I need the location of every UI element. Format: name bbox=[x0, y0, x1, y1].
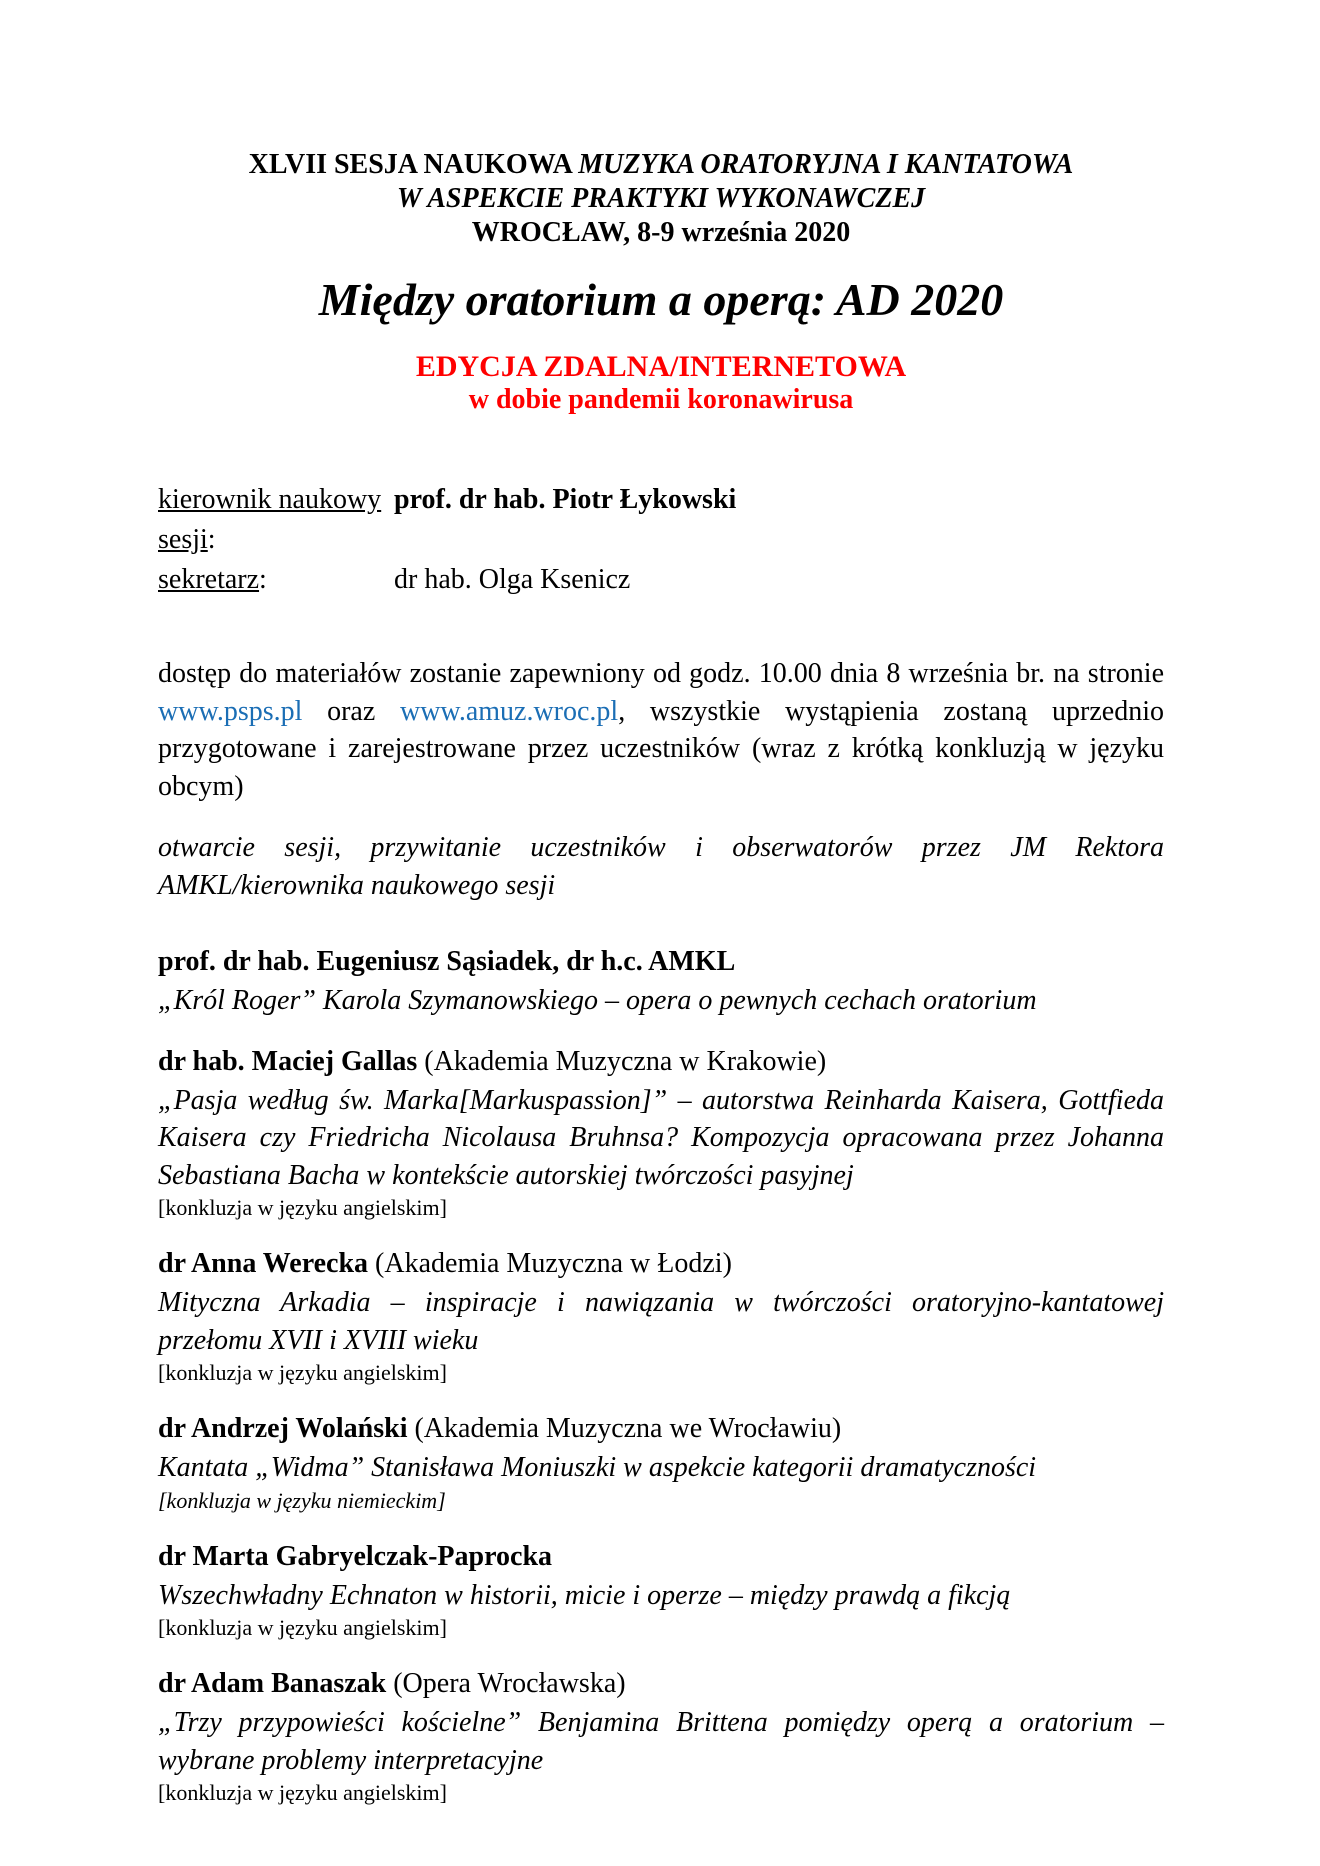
speaker-name: dr Anna Werecka bbox=[158, 1248, 369, 1279]
header-line-1 bbox=[158, 148, 1164, 182]
conclusion-note: [konkluzja w języku angielskim] bbox=[158, 1195, 447, 1220]
paper-title: „Pasja według św. Marka[Markuspassion]” – autorstwa Reinharda Kaisera, Gottfieda Kaisera czy Friedricha Nicolausa Bruhnsa? Kompozycja opracowana przez Johanna Sebastiana Bacha w kontekście autorskiej twórczości pasyjnej bbox=[158, 1084, 1164, 1191]
access-text-2: oraz bbox=[302, 695, 400, 727]
session-sasiadek bbox=[158, 942, 1164, 1020]
organizers-block bbox=[158, 480, 1164, 600]
conference-header bbox=[158, 148, 1164, 250]
organizer-value: prof. dr hab. Piotr Łykowski bbox=[394, 484, 737, 515]
speaker-line bbox=[158, 1042, 1164, 1082]
speaker-name: dr Andrzej Wolański bbox=[158, 1413, 408, 1444]
paper-title: Wszechwładny Echnaton w historii, micie i operze – między prawdą a fikcją bbox=[158, 1579, 1011, 1611]
organizer-row-secretary bbox=[158, 560, 1164, 600]
session-wolanski bbox=[158, 1409, 1164, 1515]
session-number: XLVII SESJA NAUKOWA bbox=[248, 149, 579, 180]
speaker-name: dr hab. Maciej Gallas bbox=[158, 1045, 418, 1077]
conclusion-note: [konkluzja w języku niemieckim] bbox=[158, 1487, 446, 1513]
speaker-line bbox=[158, 1244, 1164, 1284]
access-paragraph bbox=[158, 655, 1164, 805]
organizer-value: dr hab. Olga Ksenicz bbox=[394, 564, 631, 595]
conclusion-note: [konkluzja w języku angielskim] bbox=[158, 1615, 447, 1640]
speaker-name: prof. dr hab. Eugeniusz Sąsiadek, dr h.c. AMKL bbox=[158, 946, 736, 977]
session-werecka bbox=[158, 1244, 1164, 1387]
paper-title: Kantata „Widma” Stanisława Moniuszki w aspekcie kategorii dramatyczności bbox=[158, 1452, 1037, 1483]
access-text-3: , wszystkie wystąpienia zostaną uprzednio przygotowane i zarejestrowane przez uczestników (wraz z krótką konkluzją w języku obcym) bbox=[158, 695, 1164, 802]
link-psps[interactable]: www.psps.pl bbox=[158, 695, 303, 727]
organizer-row-director bbox=[158, 480, 1164, 560]
conclusion-note: [konkluzja w języku angielskim] bbox=[158, 1780, 447, 1805]
speaker-affiliation: (Opera Wrocławska) bbox=[386, 1668, 626, 1699]
conclusion-note: [konkluzja w języku angielskim] bbox=[158, 1360, 447, 1385]
speaker-affiliation: (Akademia Muzyczna w Krakowie) bbox=[417, 1045, 827, 1077]
header-line-3: WROCŁAW, 8-9 września 2020 bbox=[471, 217, 851, 248]
speaker-affiliation: (Akademia Muzyczna we Wrocławiu) bbox=[407, 1413, 842, 1444]
speaker-name: dr Marta Gabryelczak-Paprocka bbox=[158, 1540, 553, 1572]
paper-title: „Trzy przypowieści kościelne” Benjamina Brittena pomiędzy operą a oratorium – wybrane problemy interpretacyjne bbox=[158, 1707, 1164, 1776]
speaker-line bbox=[158, 1409, 1164, 1449]
speaker-line bbox=[158, 1664, 1164, 1704]
paper-title: „Król Roger” Karola Szymanowskiego – opera o pewnych cechach oratorium bbox=[158, 985, 1037, 1016]
paper-title: Mityczna Arkadia – inspiracje i nawiązania w twórczości oratoryjno-kantatowej przełomu XVII i XVIII wieku bbox=[158, 1287, 1164, 1356]
access-text-1: dostęp do materiałów zostanie zapewniony od godz. 10.00 dnia 8 września br. na stronie bbox=[158, 658, 1164, 689]
speaker-affiliation: (Akademia Muzyczna w Łodzi) bbox=[368, 1248, 732, 1279]
edition-line-2: w dobie pandemii koronawirusa bbox=[468, 384, 854, 415]
opening-note: otwarcie sesji, przywitanie uczestników i obserwatorów przez JM Rektora AMKL/kierownika naukowego sesji bbox=[158, 832, 1164, 901]
organizer-label: kierownik naukowy sesji: bbox=[158, 484, 382, 555]
organizer-label: sekretarz: bbox=[158, 564, 267, 595]
session-series-title: MUZYKA ORATORYJNA I KANTATOWA bbox=[578, 149, 1074, 180]
page-title: Między oratorium a operą: AD 2020 bbox=[318, 274, 1004, 325]
speaker-name: dr Adam Banaszak bbox=[158, 1668, 387, 1699]
session-gallas bbox=[158, 1042, 1164, 1223]
session-banaszak bbox=[158, 1664, 1164, 1807]
edition-line-1: EDYCJA ZDALNA/INTERNETOWA bbox=[415, 350, 907, 383]
header-line-2: W ASPEKCIE PRAKTYKI WYKONAWCZEJ bbox=[396, 183, 926, 214]
edition-block bbox=[158, 350, 1164, 416]
speaker-line bbox=[158, 942, 1164, 982]
link-amuz-wroc[interactable]: www.amuz.wroc.pl bbox=[399, 695, 619, 727]
session-gabryelczak bbox=[158, 1537, 1164, 1643]
speaker-line bbox=[158, 1537, 1164, 1577]
